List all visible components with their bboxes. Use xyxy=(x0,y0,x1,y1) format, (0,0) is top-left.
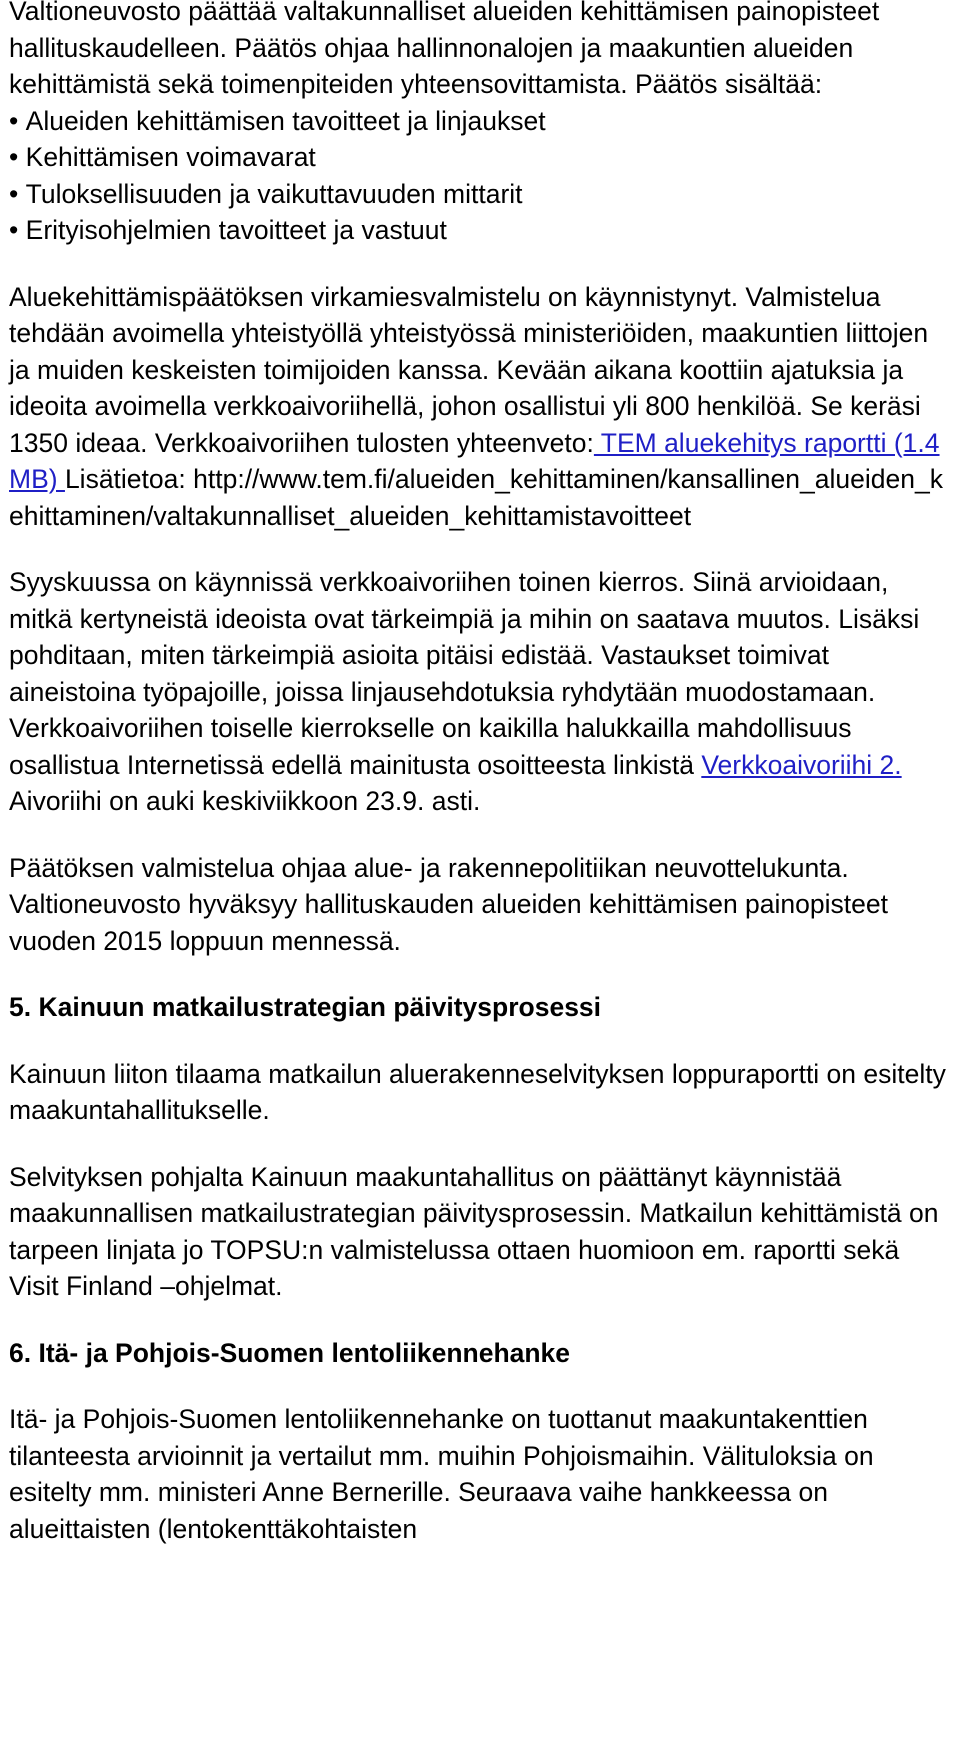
tem-report-link[interactable]: TEM aluekehitys raportti (1.4 MB) xyxy=(9,427,940,494)
verkkoaivoriihi-link[interactable]: Verkkoaivoriihi 2. xyxy=(701,749,902,780)
list-item: • Kehittämisen voimavarat xyxy=(9,139,952,176)
section-5-paragraph-2: Selvityksen pohjalta Kainuun maakuntahallitus on päättänyt käynnistää maakunnallisen matkailustrategian päivitysprosessin. Matkailun kehittämistä on tarpeen linjata jo TOPSU:n valmistelussa ottaen huomioon em. raportti sekä Visit Finland –ohjelmat. xyxy=(9,1161,939,1301)
september-closing-text: Aivoriihi on auki keskiviikkoon 23.9. asti. xyxy=(9,786,481,816)
september-paragraph xyxy=(9,564,952,820)
decision-contents-list xyxy=(9,103,952,249)
list-item: • Alueiden kehittämisen tavoitteet ja linjaukset xyxy=(9,103,952,140)
september-text: Syyskuussa on käynnissä verkkoaivoriihen toinen kierros. Siinä arvioidaan, mitkä kertyneistä ideoista ovat tärkeimpiä ja mihin on saatava muutos. Lisäksi pohditaan, miten tärkeimpiä asioita pitäisi edistää. Vastaukset toimivat aineistoina työpajoille, joissa linjausehdotuksia ryhdytään muodostamaan. Verkkoaivoriihen toiselle kierrokselle on kaikilla halukkailla mahdollisuus osallistua Internetissä edellä mainitusta osoitteesta linkistä xyxy=(9,567,920,780)
section-6-heading: 6. Itä- ja Pohjois-Suomen lentoliikennehanke xyxy=(9,1337,571,1368)
intro-paragraph: Valtioneuvosto päättää valtakunnalliset alueiden kehittämisen painopisteet hallituskaudelleen. Päätös ohjaa hallinnonalojen ja maakuntien alueiden kehittämistä sekä toimenpiteiden yhteensovittamista. Päätös sisältää: xyxy=(9,0,880,99)
section-5-heading: 5. Kainuun matkailustrategian päivitysprosessi xyxy=(9,992,602,1022)
committee-paragraph: Päätöksen valmistelua ohjaa alue- ja rakennepolitiikan neuvottelukunta. Valtioneuvosto hyväksyy hallituskauden alueiden kehittämisen painopisteet vuoden 2015 loppuun mennessä. xyxy=(9,852,888,956)
list-item: • Erityisohjelmien tavoitteet ja vastuut xyxy=(9,212,952,249)
preparation-text: Aluekehittämispäätöksen virkamiesvalmistelu on käynnistynyt. Valmistelua tehdään avoimella yhteistyöllä yhteistyössä ministeriöiden, maakuntien liittojen ja muiden keskeisten toimijoiden kanssa. Kevään aikana koottiin ajatuksia ja ideoita avoimella verkkoaivoriihellä, johon osallistui yli 800 henkilöä. Se keräsi 1350 ideaa. Verkkoaivoriihen tulosten yhteenveto: xyxy=(9,281,929,458)
more-info-url: http://www.tem.fi/alueiden_kehittaminen/kansallinen_alueiden_kehittaminen/valtakunnalliset_alueiden_kehittamistavoitteet xyxy=(9,464,943,531)
more-info-label: Lisätietoa: xyxy=(64,464,186,494)
section-5-paragraph-1: Kainuun liiton tilaama matkailun aluerakenneselvityksen loppuraportti on esitelty maakuntahallitukselle. xyxy=(9,1058,946,1125)
list-item: • Tuloksellisuuden ja vaikuttavuuden mittarit xyxy=(9,176,952,213)
section-6-paragraph-1: Itä- ja Pohjois-Suomen lentoliikennehanke on tuottanut maakuntakenttien tilanteesta arvioinnit ja vertailut mm. muihin Pohjoismaihin. Välituloksia on esitelty mm. ministeri Anne Bernerille. Seuraava vaihe hankkeessa on alueittaisten (lentokenttäkohtaisten xyxy=(9,1404,874,1544)
preparation-paragraph xyxy=(9,279,952,535)
